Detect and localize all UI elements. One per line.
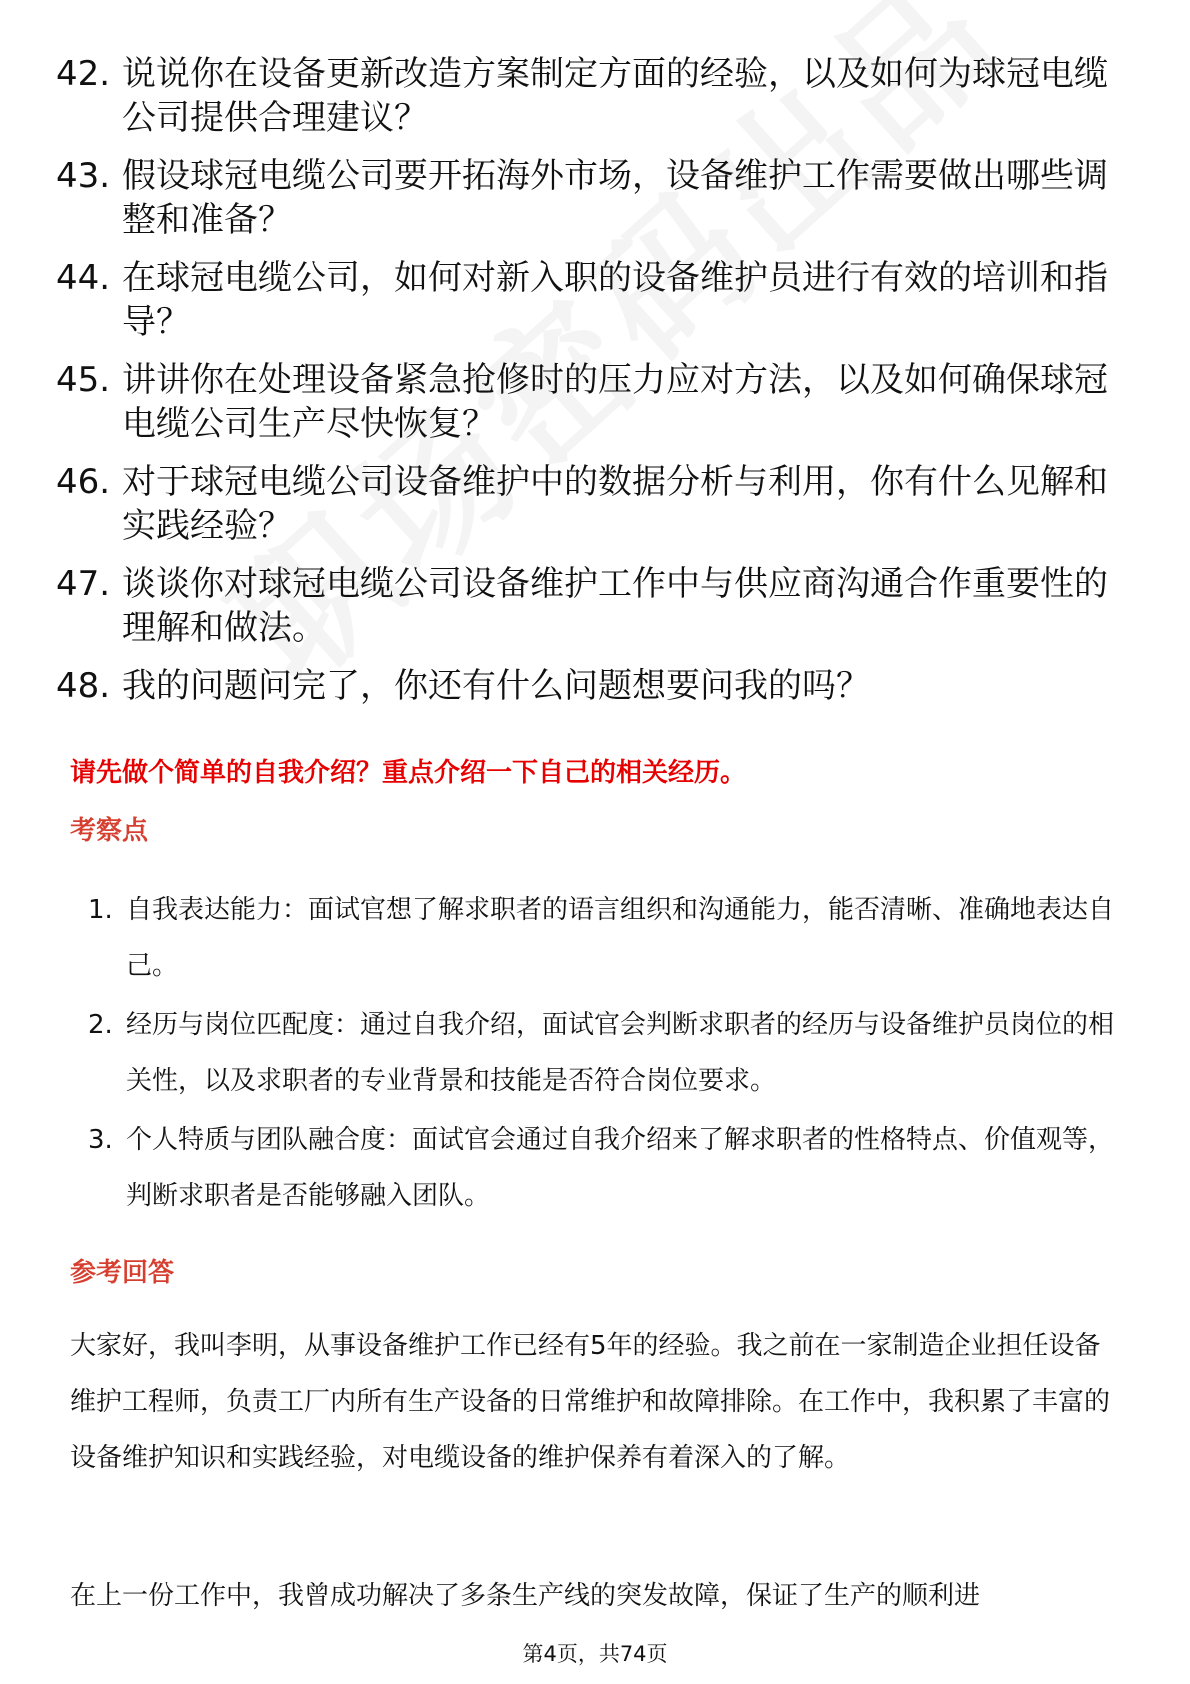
question-text: 在球冠电缆公司，如何对新入职的设备维护员进行有效的培训和指导？ — [122, 258, 1108, 342]
point-text: 个人特质与团队融合度：面试官会通过自我介绍来了解求职者的性格特点、价值观等，判断求职者是否能够融入团队。 — [126, 1125, 1115, 1211]
point-item — [88, 997, 1128, 1109]
question-number: 42. — [56, 54, 111, 94]
question-text: 说说你在设备更新改造方案制定方面的经验，以及如何为球冠电缆公司提供合理建议？ — [122, 54, 1108, 138]
question-item — [56, 256, 1136, 344]
point-text: 经历与岗位匹配度：通过自我介绍，面试官会判断求职者的经历与设备维护员岗位的相关性，以及求职者的专业背景和技能是否符合岗位要求。 — [126, 1010, 1115, 1096]
question-item — [56, 562, 1136, 650]
page-footer: 第4页，共74页 — [522, 1642, 668, 1666]
point-item — [88, 882, 1128, 994]
question-item — [56, 52, 1136, 140]
question-list — [56, 52, 1136, 722]
section-title-points: 考察点 — [70, 816, 149, 846]
point-number: 3. — [88, 1125, 113, 1155]
section-title-answer: 参考回答 — [70, 1258, 175, 1288]
point-text: 自我表达能力：面试官想了解求职者的语言组织和沟通能力，能否清晰、准确地表达自己。 — [126, 895, 1115, 981]
question-text: 假设球冠电缆公司要开拓海外市场，设备维护工作需要做出哪些调整和准备？ — [122, 156, 1108, 240]
answer-paragraph: 大家好，我叫李明，从事设备维护工作已经有5年的经验。我之前在一家制造企业担任设备维护工程师，负责工厂内所有生产设备的日常维护和故障排除。在工作中，我积累了丰富的设备维护知识和实践经验，对电缆设备的维护保养有着深入的了解。 — [70, 1331, 1111, 1473]
question-item — [56, 358, 1136, 446]
question-number: 48. — [56, 666, 111, 706]
highlight-question: 请先做个简单的自我介绍？重点介绍一下自己的相关经历。 — [70, 758, 747, 788]
question-item — [56, 154, 1136, 242]
answer-paragraph: 在上一份工作中，我曾成功解决了多条生产线的突发故障，保证了生产的顺利进 — [70, 1581, 981, 1611]
question-number: 45. — [56, 360, 111, 400]
point-item — [88, 1112, 1128, 1224]
question-number: 46. — [56, 462, 111, 502]
question-number: 43. — [56, 156, 111, 196]
points-list — [88, 882, 1128, 1227]
question-text: 我的问题问完了，你还有什么问题想要问我的吗？ — [122, 666, 870, 706]
question-text: 对于球冠电缆公司设备维护中的数据分析与利用，你有什么见解和实践经验？ — [122, 462, 1108, 546]
question-text: 谈谈你对球冠电缆公司设备维护工作中与供应商沟通合作重要性的理解和做法。 — [122, 564, 1108, 648]
question-number: 47. — [56, 564, 111, 604]
point-number: 1. — [88, 895, 113, 925]
question-number: 44. — [56, 258, 111, 298]
question-text: 讲讲你在处理设备紧急抢修时的压力应对方法，以及如何确保球冠电缆公司生产尽快恢复？ — [122, 360, 1108, 444]
point-number: 2. — [88, 1010, 113, 1040]
question-item — [56, 460, 1136, 548]
question-item — [56, 664, 1136, 708]
